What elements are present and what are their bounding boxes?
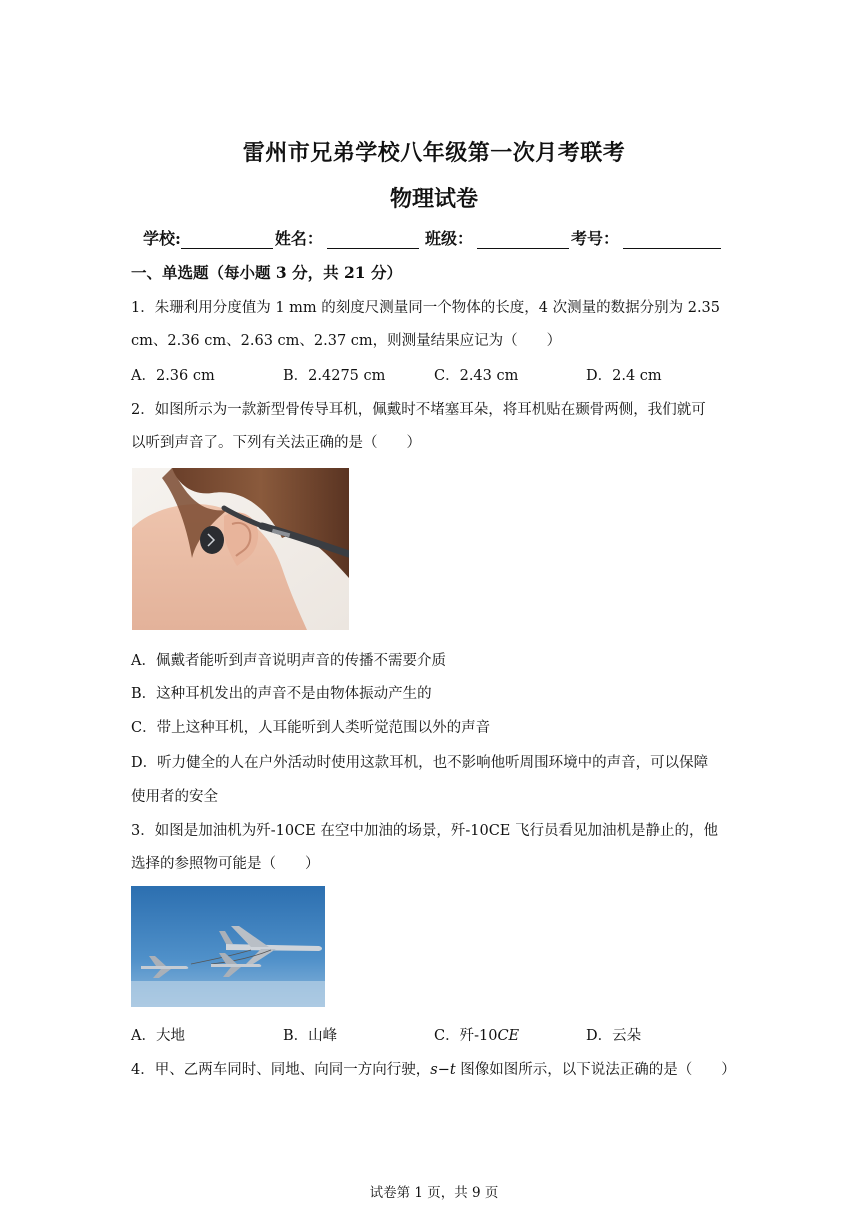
q3-option-d: D．云朵: [586, 1028, 642, 1044]
q3-option-a: A．大地: [131, 1028, 185, 1044]
q4-stem: [131, 1058, 736, 1079]
q2-option-c: C．带上这种耳机，人耳能听到人类听觉范围以外的声音: [131, 720, 491, 736]
student-info-row: [143, 226, 723, 249]
q4-stem-pre: 4．甲、乙两车同时、同地、向同一方向行驶，: [131, 1062, 431, 1078]
q4-var-s: s: [430, 1062, 438, 1078]
q1-option-d: D．2.4 cm: [586, 368, 662, 384]
q2-option-a: A．佩戴者能听到声音说明声音的传播不需要介质: [131, 653, 446, 669]
q4-stem-post: 图像如图所示，以下说法正确的是（ ）: [455, 1062, 736, 1078]
q3-option-c-text: C．歼-10: [434, 1028, 498, 1044]
bone-conduction-headphones-photo: [132, 468, 349, 630]
q1-stem-line2: cm、2.36 cm、2.63 cm、2.37 cm，则测量结果应记为（ ）: [131, 333, 562, 349]
q2-stem-line2: 以听到声音了。下列有关法正确的是（ ）: [131, 435, 421, 451]
class-label: 班级：: [424, 229, 473, 248]
q1-option-c: C．2.43 cm: [434, 368, 519, 384]
q4-dash: −: [437, 1062, 450, 1078]
q4-var-t: t: [449, 1062, 456, 1078]
q3-option-c-italic: CE: [497, 1028, 520, 1044]
q3-option-c: [434, 1024, 519, 1045]
q3-stem-line1: 3．如图是加油机为歼-10CE 在空中加油的场景，歼-10CE 飞行员看见加油机是静止的，他: [131, 823, 718, 839]
name-label: 姓名：: [274, 229, 323, 248]
q2-option-d-line1: D．听力健全的人在户外活动时使用这款耳机，也不影响他听周围环境中的声音，可以保障: [131, 755, 709, 771]
q2-option-d-line2: 使用者的安全: [131, 789, 218, 805]
q3-option-b: B．山峰: [283, 1028, 338, 1044]
q2-stem-line1: 2．如图所示为一款新型骨传导耳机，佩戴时不堵塞耳朵，将耳机贴在颞骨两侧，我们就可: [131, 402, 706, 418]
school-blank: [181, 230, 273, 249]
school-label: 学校:: [143, 229, 181, 248]
class-blank: [477, 230, 569, 249]
id-blank: [623, 230, 721, 249]
q1-option-a: A．2.36 cm: [131, 368, 215, 384]
id-label: 考号：: [570, 229, 619, 248]
q3-stem-line2: 选择的参照物可能是（ ）: [131, 856, 320, 872]
q1-option-b: B．2.4275 cm: [283, 368, 386, 384]
page-subtitle: 物理试卷: [389, 186, 478, 212]
q1-stem-line1: 1．朱珊利用分度值为 1 mm 的刻度尺测量同一个物体的长度，4 次测量的数据分别为 2.35: [131, 300, 721, 316]
section-heading: 一、单选题（每小题 3 分，共 21 分）: [131, 263, 402, 282]
page-title: 雷州市兄弟学校八年级第一次月考联考: [242, 140, 626, 166]
q2-option-b: B．这种耳机发出的声音不是由物体振动产生的: [131, 686, 432, 702]
page-footer: 试卷第 1 页，共 9 页: [369, 1185, 499, 1201]
name-blank: [327, 230, 419, 249]
aerial-refueling-photo: [131, 886, 325, 1007]
